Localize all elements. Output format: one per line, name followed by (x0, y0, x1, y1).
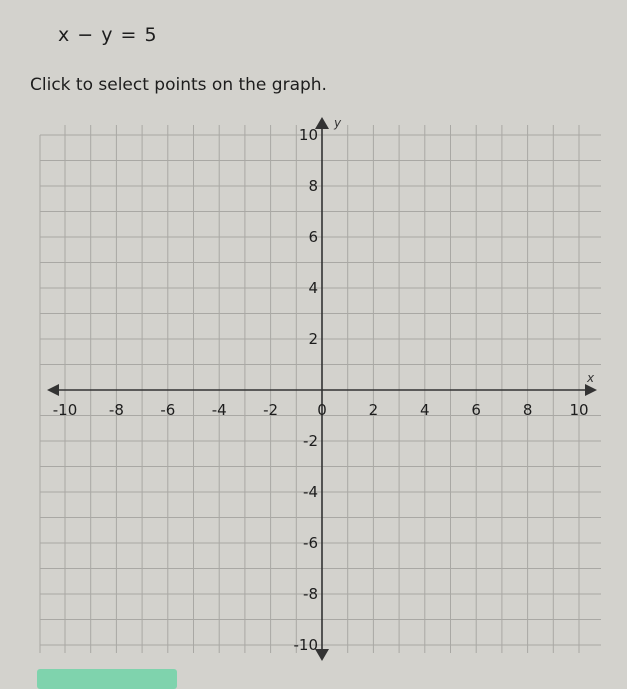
x-tick-label: 8 (522, 401, 533, 419)
x-tick-label: -4 (211, 401, 227, 419)
x-tick-label: -10 (52, 401, 78, 419)
y-tick-label: 6 (308, 228, 318, 246)
y-tick-label: -10 (293, 636, 318, 654)
y-tick-label: -6 (303, 534, 318, 552)
y-tick-label: 4 (308, 279, 318, 297)
x-axis-right-arrow (585, 384, 597, 396)
grid-lines (40, 125, 601, 653)
y-tick-label: 8 (308, 177, 318, 195)
x-tick-label: 4 (420, 401, 430, 419)
x-tick-label: -8 (108, 401, 124, 419)
x-tick-label: 6 (471, 401, 481, 419)
instruction-text: Click to select points on the graph. (30, 75, 327, 95)
y-tick-label: -4 (303, 483, 318, 501)
x-tick-label: -2 (263, 401, 279, 419)
axes (47, 116, 597, 661)
y-axis-label: y (334, 116, 342, 130)
x-tick-label: -6 (160, 401, 176, 419)
equation-text: x − y = 5 (58, 24, 158, 46)
x-axis-label: x (587, 371, 595, 385)
y-tick-label: -2 (303, 432, 318, 450)
submit-button[interactable] (37, 669, 177, 689)
x-tick-label: 0 (317, 401, 327, 419)
y-tick-label: -8 (303, 585, 318, 603)
y-tick-label: 10 (298, 126, 318, 144)
x-tick-label: 10 (569, 401, 589, 419)
x-tick-label: 2 (368, 401, 379, 419)
x-axis-left-arrow (47, 384, 59, 396)
coordinate-graph[interactable] (0, 110, 627, 670)
y-tick-label: 2 (308, 330, 318, 348)
